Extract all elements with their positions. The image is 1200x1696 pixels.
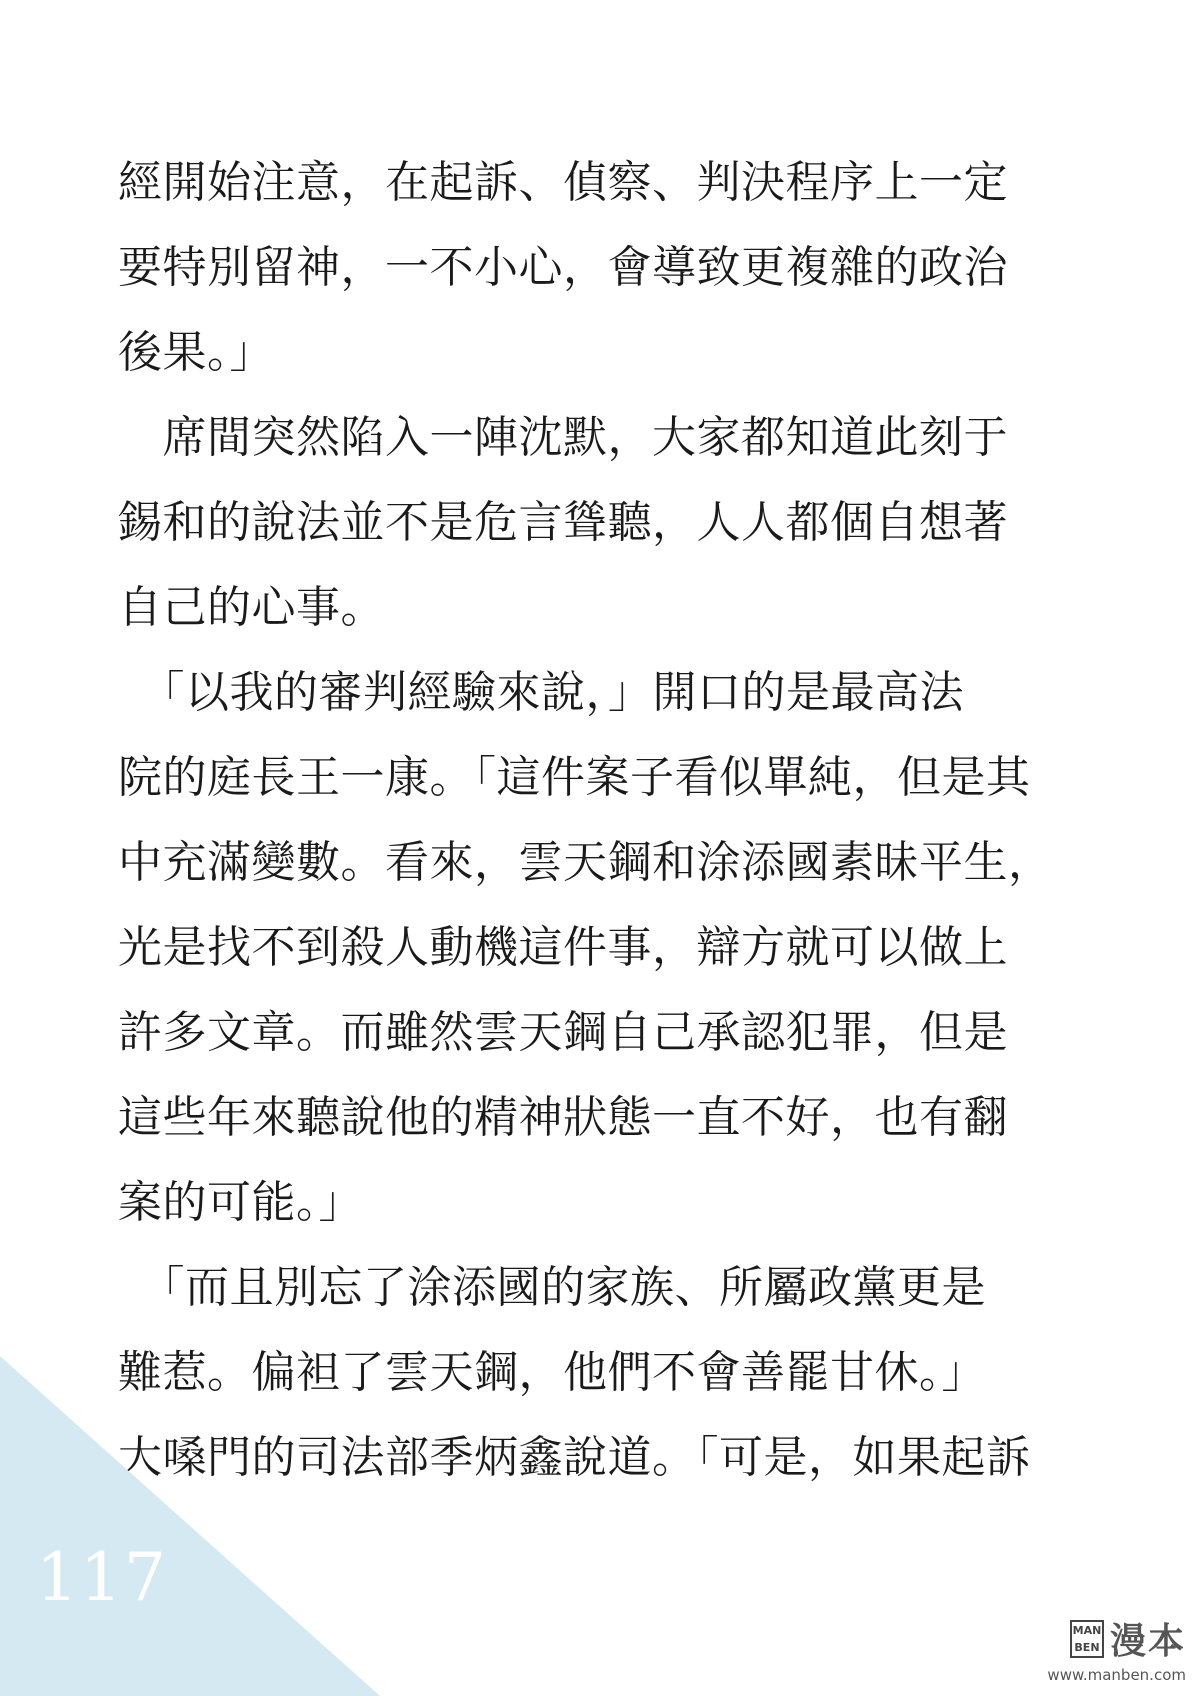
text-line-11: 許多文章。而雖然雲天鋼自己承認犯罪，但是	[118, 1007, 1008, 1058]
text-line-16: 大嗓門的司法部季炳鑫說道。「可是，如果起訴	[118, 1432, 1031, 1483]
text-line-8: 院的庭長王一康。「這件案子看似單純，但是其	[118, 752, 1031, 803]
text-line-6: 自己的心事。	[118, 582, 385, 633]
text-line-1: 經開始注意，在起訴、偵察、判決程序上一定	[118, 157, 1008, 208]
text-line-15: 難惹。偏袒了雲天鋼，他們不會善罷甘休。」	[118, 1347, 986, 1398]
watermark	[1047, 1613, 1186, 1684]
body-text	[118, 140, 1094, 1500]
watermark-url: www.manben.com	[1047, 1666, 1186, 1684]
text-line-9: 中充滿變數。看來，雲天鋼和涂添國素昧平生，	[118, 837, 1053, 888]
text-line-2: 要特別留神，一不小心，會導致更複雜的政治	[118, 242, 1008, 293]
corner-decoration	[0, 1356, 380, 1696]
watermark-logo-box: MAN BEN	[1070, 1620, 1104, 1658]
text-line-13: 案的可能。」	[118, 1177, 363, 1228]
text-line-5: 錫和的說法並不是危言聳聽，人人都個自想著	[118, 497, 1008, 548]
page-number: 117	[36, 1539, 168, 1616]
text-line-10: 光是找不到殺人動機這件事，辯方就可以做上	[118, 922, 1008, 973]
text-line-4: 席間突然陷入一陣沈默，大家都知道此刻于	[118, 412, 1008, 463]
watermark-logo	[1047, 1613, 1186, 1664]
watermark-name: 漫本	[1109, 1621, 1186, 1662]
text-line-14: 「而且別忘了涂添國的家族、所屬政黨更是	[118, 1262, 986, 1313]
text-line-3: 後果。」	[118, 327, 274, 378]
text-line-12: 這些年來聽說他的精神狀態一直不好，也有翻	[118, 1092, 1008, 1143]
text-line-7: 「以我的審判經驗來說，」開口的是最高法	[118, 667, 964, 718]
